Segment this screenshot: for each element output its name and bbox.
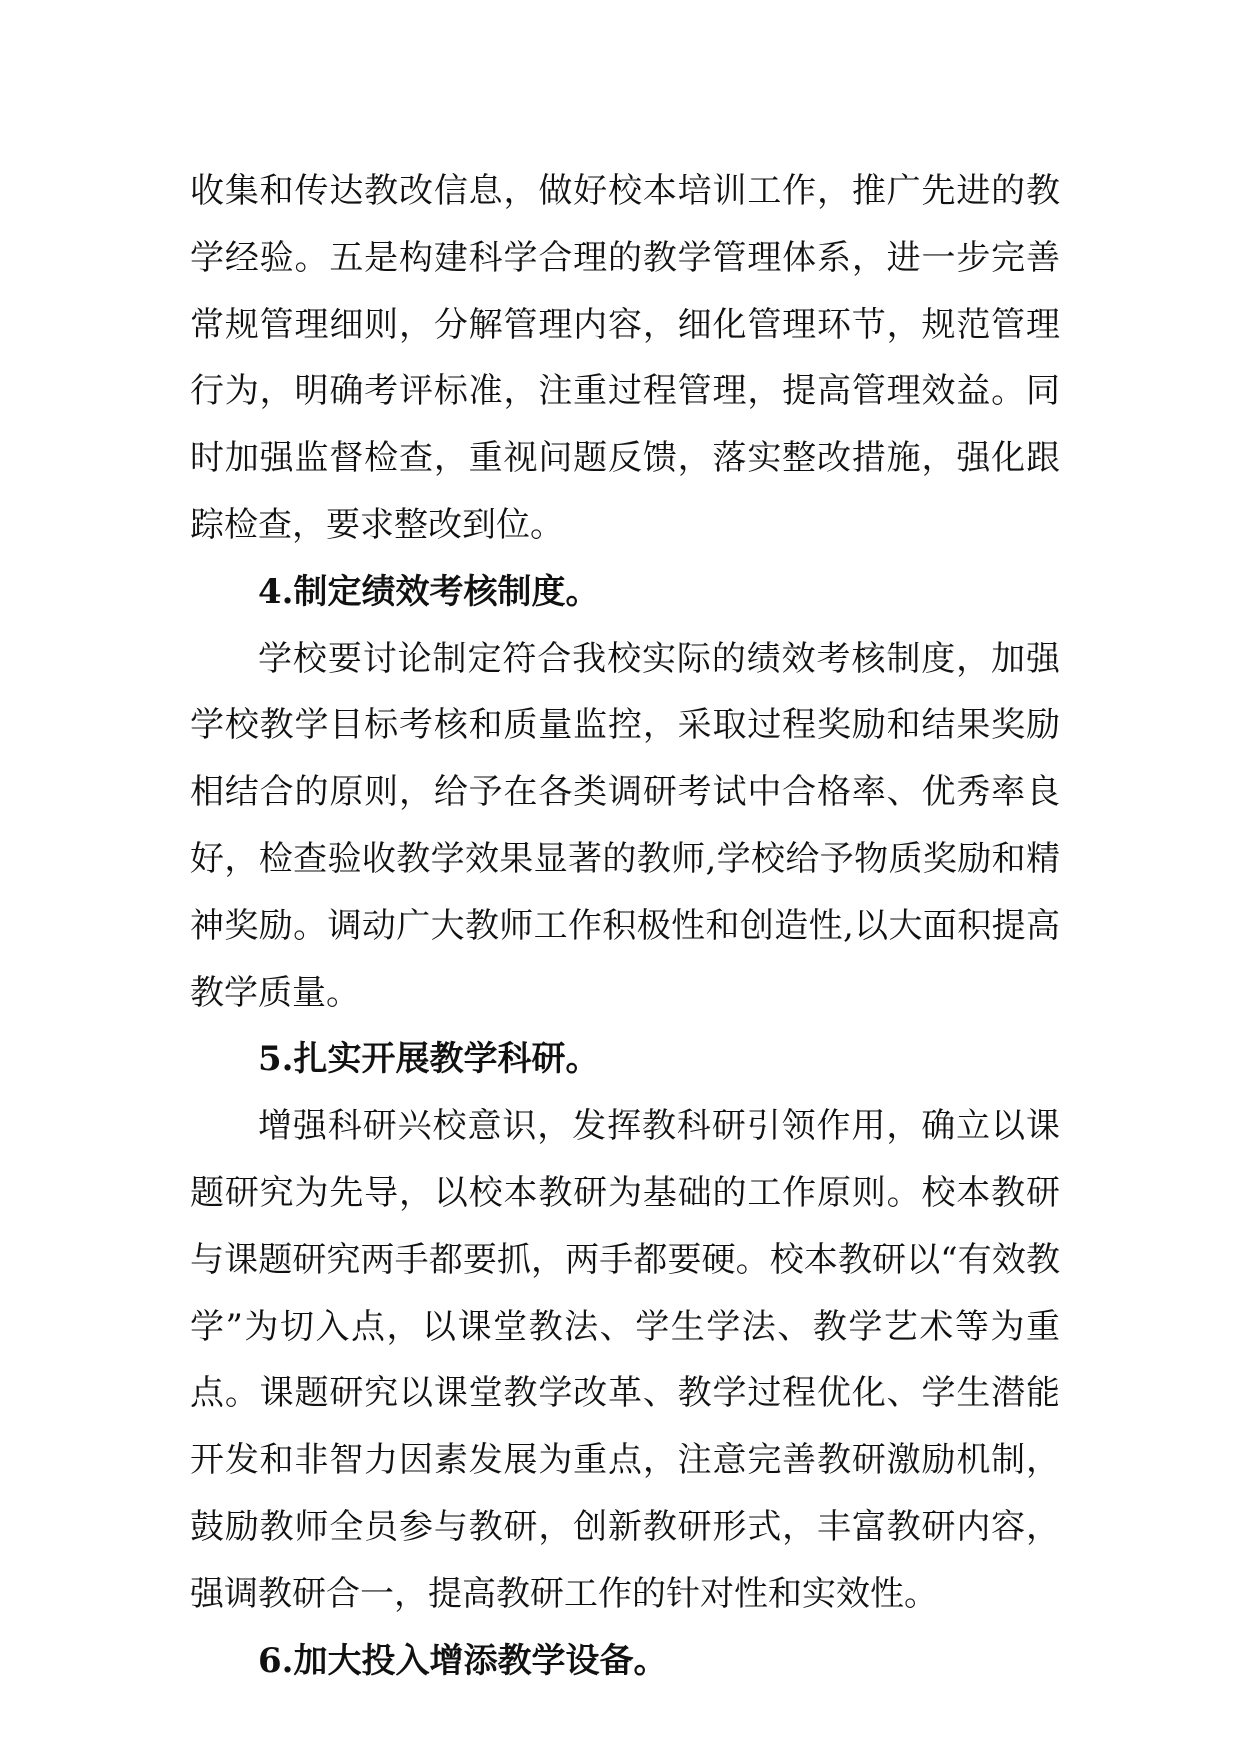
document-page <box>190 158 1060 1694</box>
section-heading-6: 6.加大投入增添教学设备。 <box>258 1640 668 1681</box>
paragraph-teaching-research: 增强科研兴校意识，发挥教科研引领作用，确立以课题研究为先导，以校本教研为基础的工作原则。校本教研与课题研究两手都要抓，两手都要硬。校本教研以“有效教学”为切入点，以课堂教法、学生学法、教学艺术等为重点。课题研究以课堂教学改革、教学过程优化、学生潜能开发和非智力因素发展为重点，注意完善教研激励机制，鼓励教师全员参与教研，创新教研形式，丰富教研内容，强调教研合一，提高教研工作的针对性和实效性。 <box>190 1106 1060 1614</box>
section-heading-4: 4.制定绩效考核制度。 <box>258 571 600 612</box>
paragraph-performance-assessment: 学校要讨论制定符合我校实际的绩效考核制度，加强学校教学目标考核和质量监控，采取过程奖励和结果奖励相结合的原则，给予在各类调研考试中合格率、优秀率良好，检查验收教学效果显著的教师,学校给予物质奖励和精神奖励。调动广大教师工作积极性和创造性,以大面积提高教学质量。 <box>190 638 1060 1013</box>
section-heading-5: 5.扎实开展教学科研。 <box>258 1039 600 1080</box>
paragraph-continued: 收集和传达教改信息，做好校本培训工作，推广先进的教学经验。五是构建科学合理的教学管理体系，进一步完善常规管理细则，分解管理内容，细化管理环节，规范管理行为，明确考评标准，注重过程管理，提高管理效益。同时加强监督检查，重视问题反馈，落实整改措施，强化跟踪检查，要求整改到位。 <box>190 171 1060 545</box>
